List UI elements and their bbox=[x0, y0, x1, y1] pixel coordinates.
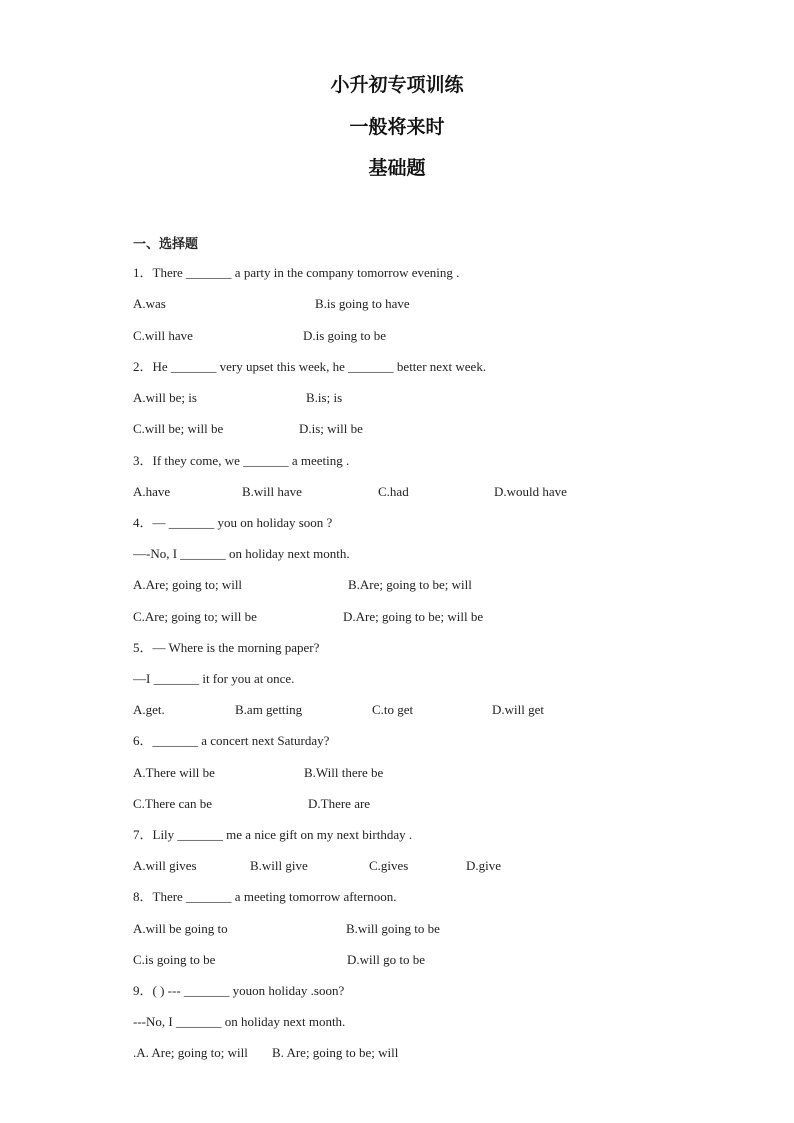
question-4-text: 4．— _______ you on holiday soon ? bbox=[133, 515, 333, 530]
question-8-option: A.will be going to bbox=[133, 921, 228, 936]
question-7-option: C.gives bbox=[369, 858, 409, 873]
question-9-text: 9．( ) --- _______ youon holiday .soon? bbox=[133, 983, 345, 998]
question-2-option: A.will be; is bbox=[133, 390, 197, 405]
question-1-option: A.was bbox=[133, 296, 166, 311]
question-9-option: .A. Are; going to; will bbox=[133, 1045, 248, 1060]
question-6-option: D.There are bbox=[308, 796, 371, 811]
question-1-text: 1．There _______ a party in the company tomorrow evening . bbox=[133, 265, 460, 280]
question-6-option: B.Will there be bbox=[304, 765, 384, 780]
question-2-option: D.is; will be bbox=[299, 421, 363, 436]
question-3-option: D.would have bbox=[494, 484, 567, 499]
question-4-text: —-No, I _______ on holiday next month. bbox=[133, 546, 350, 561]
question-5-text: —I _______ it for you at once. bbox=[133, 671, 295, 686]
topic-title: 一般将来时 bbox=[349, 116, 445, 138]
question-8-option: D.will go to be bbox=[347, 952, 425, 967]
question-5-option: D.will get bbox=[492, 702, 544, 717]
question-8-option: C.is going to be bbox=[133, 952, 216, 967]
question-9-text: ---No, I _______ on holiday next month. bbox=[133, 1014, 346, 1029]
question-8-text: 8．There _______ a meeting tomorrow afternoon. bbox=[133, 889, 397, 904]
question-3-option: C.had bbox=[378, 484, 409, 499]
question-7-option: B.will give bbox=[250, 858, 308, 873]
question-3-option: A.have bbox=[133, 484, 171, 499]
question-5-text: 5．— Where is the morning paper? bbox=[133, 640, 320, 655]
section-heading: 一、选择题 bbox=[133, 237, 199, 252]
question-6-text: 6．_______ a concert next Saturday? bbox=[133, 733, 330, 748]
question-5-option: B.am getting bbox=[235, 702, 303, 717]
question-4-option: D.Are; going to be; will be bbox=[343, 609, 484, 624]
question-7-option: A.will gives bbox=[133, 858, 197, 873]
question-5-option: A.get. bbox=[133, 702, 165, 717]
question-4-option: A.Are; going to; will bbox=[133, 577, 243, 592]
main-title: 小升初专项训练 bbox=[330, 74, 464, 96]
question-8-option: B.will going to be bbox=[346, 921, 440, 936]
question-1-option: D.is going to be bbox=[303, 328, 387, 343]
question-2-option: B.is; is bbox=[306, 390, 343, 405]
question-7-text: 7．Lily _______ me a nice gift on my next birthday . bbox=[133, 827, 413, 842]
question-2-text: 2．He _______ very upset this week, he _______ better next week. bbox=[133, 359, 487, 374]
question-4-option: B.Are; going to be; will bbox=[348, 577, 472, 592]
question-3-option: B.will have bbox=[242, 484, 302, 499]
question-5-option: C.to get bbox=[372, 702, 414, 717]
question-1-option: B.is going to have bbox=[315, 296, 410, 311]
question-3-text: 3．If they come, we _______ a meeting . bbox=[133, 453, 350, 468]
question-2-option: C.will be; will be bbox=[133, 421, 224, 436]
level-title: 基础题 bbox=[368, 157, 426, 179]
question-4-option: C.Are; going to; will be bbox=[133, 609, 257, 624]
question-1-option: C.will have bbox=[133, 328, 193, 343]
question-6-option: C.There can be bbox=[133, 796, 213, 811]
question-7-option: D.give bbox=[466, 858, 502, 873]
question-6-option: A.There will be bbox=[133, 765, 215, 780]
question-9-option: B. Are; going to be; will bbox=[272, 1045, 399, 1060]
